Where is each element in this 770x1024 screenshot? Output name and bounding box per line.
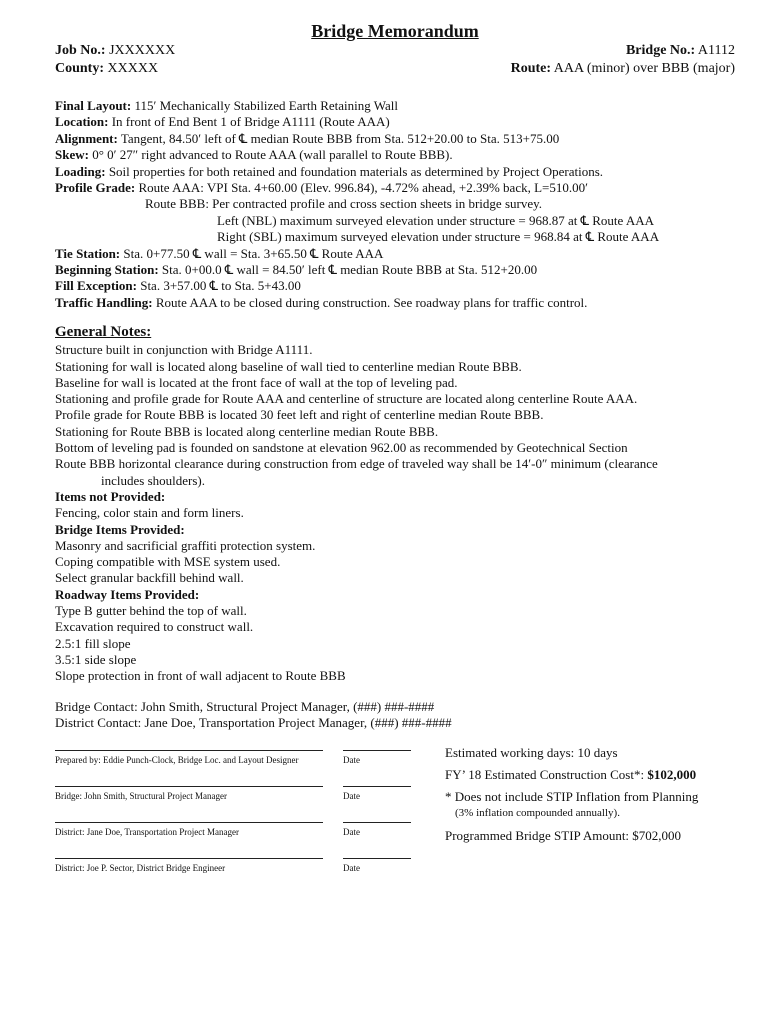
detail-alignment: Alignment: Tangent, 84.50′ left of ℄ median Route BBB from Sta. 512+20.00 to Sta. 513+75.00 [55,130,560,146]
date-label: Date [343,863,360,873]
district-contact: District Contact: Jane Doe, Transportation Project Manager, (###) ###-#### [55,715,452,731]
signature-line[interactable] [55,740,323,751]
date-label: Date [343,791,360,801]
memo-header [55,42,735,78]
roadway-items-heading: Roadway Items Provided: [55,586,200,602]
detail-beginning-station: Beginning Station: Sta. 0+00.0 ℄ wall = 84.50′ left ℄ median Route BBB at Sta. 512+20.00 [55,262,538,278]
signature-line[interactable] [55,848,323,859]
date-line[interactable] [343,812,411,823]
header-right [511,42,735,78]
general-notes [55,342,735,684]
note-line: Stationing for wall is located along baseline of wall tied to centerline median Route BBB. [55,358,522,374]
note-line: Baseline for wall is located at the front face of wall at the top of leveling pad. [55,374,458,390]
header-left [55,42,175,78]
bridge-contact: Bridge Contact: John Smith, Structural Project Manager, (###) ###-#### [55,698,435,714]
signature-line[interactable] [55,776,323,787]
detail-tie-station: Tie Station: Sta. 0+77.50 ℄ wall = Sta. 3+65.50 ℄ Route AAA [55,245,384,261]
detail-location: Location: In front of End Bent 1 of Bridge A1111 (Route AAA) [55,114,390,130]
list-item: Masonry and sacrificial graffiti protection system. [55,537,316,553]
list-item: Type B gutter behind the top of wall. [55,603,247,619]
county: County: XXXXX [55,61,159,76]
detail-loading: Loading: Soil properties for both retained and foundation materials as determined by Project Operations. [55,163,604,179]
note-line: Route BBB horizontal clearance during construction from edge of traveled way shall be 14′-0″ minimum (clearance [55,456,658,472]
date-line[interactable] [343,848,411,859]
profile-route-bbb: Route BBB: Per contracted profile and cross section sheets in bridge survey. [145,196,543,212]
date-line[interactable] [343,776,411,787]
list-item: Fencing, color stain and form liners. [55,505,244,521]
detail-profile-grade: Profile Grade: Route AAA: VPI Sta. 4+60.00 (Elev. 996.84), -4.72% ahead, +2.39% back, L=510.00′ [55,180,588,196]
construction-cost: FY’ 18 Estimated Construction Cost*: $102,000 [445,767,697,782]
estimates [445,744,735,849]
signature-row [55,776,415,812]
cost-footnote: * Does not include STIP Inflation from Planning (3% inflation compounded annually). [445,789,699,819]
date-label: Date [343,755,360,765]
stip-amount: Programmed Bridge STIP Amount: $702,000 [445,828,682,843]
list-item: Slope protection in front of wall adjacent to Route BBB [55,668,346,684]
bridge-items-heading: Bridge Items Provided: [55,521,185,537]
signature-label: Prepared by: Eddie Punch-Clock, Bridge Loc. and Layout Designer [55,755,299,765]
signature-row [55,740,415,776]
signature-row [55,848,415,884]
signature-label: District: Joe P. Sector, District Bridge Engineer [55,863,226,873]
working-days: Estimated working days: 10 days [445,745,618,760]
signature-row [55,812,415,848]
note-line: Stationing and profile grade for Route AAA and centerline of structure are located along centerline Route AAA. [55,391,638,407]
job-number: Job No.: JXXXXXX [55,43,176,58]
note-line: Stationing for Route BBB is located along centerline median Route BBB. [55,423,439,439]
signature-line[interactable] [55,812,323,823]
list-item: Coping compatible with MSE system used. [55,554,281,570]
list-item: Excavation required to construct wall. [55,619,254,635]
contacts [55,699,735,732]
detail-fill-exception: Fill Exception: Sta. 3+57.00 ℄ to Sta. 5+43.00 [55,278,301,294]
page-title: Bridge Memorandum [311,21,479,41]
list-item: Select granular backfill behind wall. [55,570,244,586]
detail-final-layout: Final Layout: 115′ Mechanically Stabilized Earth Retaining Wall [55,98,398,113]
signature-label: Bridge: John Smith, Structural Project Manager [55,791,227,801]
date-label: Date [343,827,360,837]
profile-left-nbl: Left (NBL) maximum surveyed elevation under structure = 968.87 at ℄ Route AAA [217,212,654,228]
list-item: 3.5:1 side slope [55,651,137,667]
signature-label: District: Jane Doe, Transportation Project Manager [55,827,239,837]
signature-block [55,740,415,884]
items-not-provided-heading: Items not Provided: [55,488,166,504]
date-line[interactable] [343,740,411,751]
detail-skew: Skew: 0° 0′ 27″ right advanced to Route AAA (wall parallel to Route BBB). [55,147,453,163]
list-item: 2.5:1 fill slope [55,635,131,651]
memo-details [55,98,735,311]
note-line-wrap: includes shoulders). [101,472,205,488]
note-line: Profile grade for Route BBB is located 30 feet left and right of centerline median Route BBB. [55,407,544,423]
note-line: Structure built in conjunction with Bridge A1111. [55,342,313,358]
bridge-number: Bridge No.: A1112 [625,43,735,58]
note-line: Bottom of leveling pad is founded on sandstone at elevation 962.00 as recommended by Geotechnical Section [55,440,628,456]
detail-traffic-handling: Traffic Handling: Route AAA to be closed during construction. See roadway plans for traffic control. [55,294,588,310]
memo-page [55,20,735,732]
profile-right-sbl: Right (SBL) maximum surveyed elevation under structure = 968.84 at ℄ Route AAA [217,229,660,245]
route: Route: AAA (minor) over BBB (major) [510,61,735,76]
general-notes-heading: General Notes: [55,324,152,341]
